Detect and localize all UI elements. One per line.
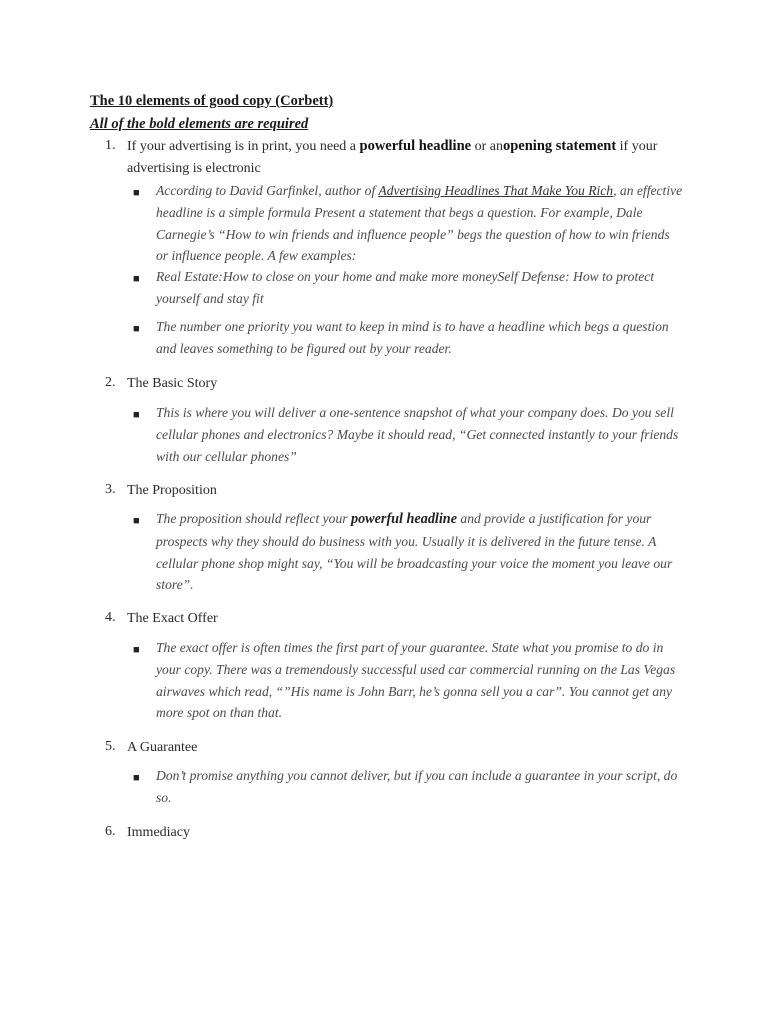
sub-item: Don’t promise anything you cannot deliver, but if you can include a guarantee in your script, do so. <box>156 768 678 805</box>
sub-item: Real Estate:How to close on your home and make more moneySelf Defense: How to protect yourself and stay fit <box>156 269 655 306</box>
document-title: The 10 elements of good copy (Corbett) <box>90 93 334 109</box>
list-number: 6. <box>105 824 116 839</box>
list-number: 4. <box>105 610 116 625</box>
bullet-icon: ■ <box>133 323 140 335</box>
bullet-icon: ■ <box>133 273 140 285</box>
list-number: 1. <box>105 138 116 153</box>
list-item-label: The Proposition <box>127 483 217 498</box>
bullet-icon: ■ <box>133 515 140 527</box>
sub-item: This is where you will deliver a one-sentence snapshot of what your company does. Do you sell cellular phones and electronics? Maybe it should read, “Get connected instantly to your friends with our cellular phones” <box>156 405 679 464</box>
list-number: 2. <box>105 375 116 390</box>
bullet-icon: ■ <box>133 409 140 421</box>
book-title-link: Advertising Headlines That Make You Rich <box>378 183 614 198</box>
list-item-label: The Exact Offer <box>127 611 218 626</box>
list-item-label: Immediacy <box>127 825 190 840</box>
sub-item: The number one priority you want to keep in mind is to have a headline which begs a question and leaves something to be figured out by your reader. <box>156 319 669 356</box>
list-number: 3. <box>105 482 116 497</box>
list-item-label: A Guarantee <box>127 740 198 755</box>
sub-item: According to David Garfinkel, author of Advertising Headlines That Make You Rich, an effective headline is a simple formula Present a statement that begs a question. For example, Dale Carnegie’s “How to win friends and influence people” begs the question of how to win friends or influence people. A few examples: <box>156 183 683 264</box>
sub-item: The proposition should reflect your powerful headline and provide a justification for your prospects why they should do business with you. Usually it is delivered in the future tense. A cellular phone shop might say, “You will be broadcasting your voice the moment you leave our store”. <box>156 511 673 593</box>
list-item-label: The Basic Story <box>127 376 218 391</box>
bullet-icon: ■ <box>133 644 140 656</box>
bullet-icon: ■ <box>133 772 140 784</box>
bullet-icon: ■ <box>133 187 140 199</box>
list-number: 5. <box>105 739 116 754</box>
list-item-headline: If your advertising is in print, you need a powerful headline or anopening statement if your advertising is electronic <box>127 138 658 176</box>
document-subtitle: All of the bold elements are required <box>90 116 309 132</box>
sub-item: The exact offer is often times the first part of your guarantee. State what you promise to do in your copy. There was a tremendously successful used car commercial running on the Las Vegas airwaves which read, “”His name is John Barr, he’s gonna sell you a car”. You cannot get any more spot on than that. <box>156 640 676 721</box>
